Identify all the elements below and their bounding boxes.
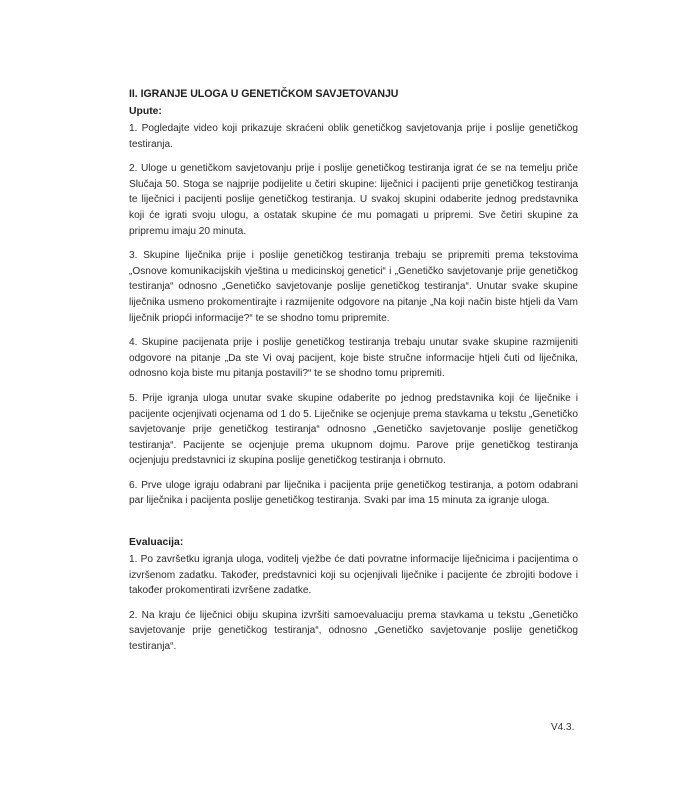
instruction-item-6: 6. Prve uloge igraju odabrani par liječnika i pacijenta prije genetičkog testiranja, a potom odabrani par liječnika i pacijenta poslije genetičkog testiranja. Svaki par ima 15 minuta za igranje uloga. (129, 479, 578, 507)
evaluation-item-1: 1. Po završetku igranja uloga, voditelj vježbe će dati povratne informacije liječnicima i pacijentima o izvršenom zadatku. Također, predstavnici koji su ocjenjivali liječnike i pacijente će zbrojiti bodove i također prokomentirati izvršene zadatke. (129, 554, 578, 597)
instruction-item-4: 4. Skupine pacijenata prije i poslije genetičkog testiranja trebaju unutar svake skupine razmijeniti odgovore na pitanje „Da ste Vi ovaj pacijent, koje biste stručne informacije htjeli čuti od liječnika, odnosno koja biste mu pitanja postavili?“ te se shodno tomu pripremiti. (129, 337, 578, 380)
section-spacer (129, 518, 578, 537)
evaluation-heading: Evaluacija: (129, 537, 184, 549)
instruction-item-1: 1. Pogledajte video koji prikazuje skraćeni oblik genetičkog savjetovanja prije i poslije genetičkog testiranja. (129, 123, 578, 150)
document-page (129, 88, 578, 664)
instruction-item-5: 5. Prije igranja uloga unutar svake skupine odaberite po jednog predstavnika koji će liječnike i pacijente ocjenjivati ocjenama od 1 do 5. Liječnike se ocjenjuje prema stavkama u tekstu „Genetičko savjetovanje prije genetičkog testiranja“ odnosno „Genetičko savjetovanje poslije genetičkog testiranja“. Pacijente se ocjenjuje prema ukupnom dojmu. Parove prije genetičkog testiranja ocjenjuju predstavnici iz skupina poslije genetičkog testiranja i obrnuto. (129, 392, 578, 467)
section-title: II. IGRANJE ULOGA U GENETIČKOM SAVJETOVANJU (129, 88, 399, 100)
version-label: V4.3. (551, 722, 575, 733)
instruction-item-2: 2. Uloge u genetičkom savjetovanju prije i poslije genetičkog testiranja igrat će se na temelju priče Slučaja 50. Stoga se najprije podijelite u četiri skupine: liječnici i pacijenti prije genetičkog testiranja te liječnici i pacijenti poslije genetičkog testiranja. U svakoj skupini odaberite jednog predstavnika koji će igrati svoju ulogu, a ostatak skupine će mu pomagati u pripremi. Sve četiri skupine za pripremu imaju 20 minuta. (129, 163, 578, 237)
evaluation-item-2: 2. Na kraju će liječnici obiju skupina izvršiti samoevaluaciju prema stavkama u tekstu „Genetičko savjetovanje prije genetičkog testiranja“, odnosno „Genetičko savjetovanje poslije genetičkog testiranja“. (129, 609, 578, 653)
instructions-heading: Upute: (129, 106, 162, 117)
instruction-item-3: 3. Skupine liječnika prije i poslije genetičkog testiranja trebaju se pripremiti prema tekstovima „Osnove komunikacijskih vještina u medicinskoj genetici“ i „Genetičko savjetovanje prije genetičkog testiranja“ odnosno „Genetičko savjetovanje poslije genetičkog testiranja“. Unutar svake skupine liječnika usmeno prokomentirajte i razmijenite odgovore na pitanje „Na koji način biste htjeli da Vam liječnik priopći informacije?“ te se shodno tomu pripremite. (129, 250, 578, 324)
